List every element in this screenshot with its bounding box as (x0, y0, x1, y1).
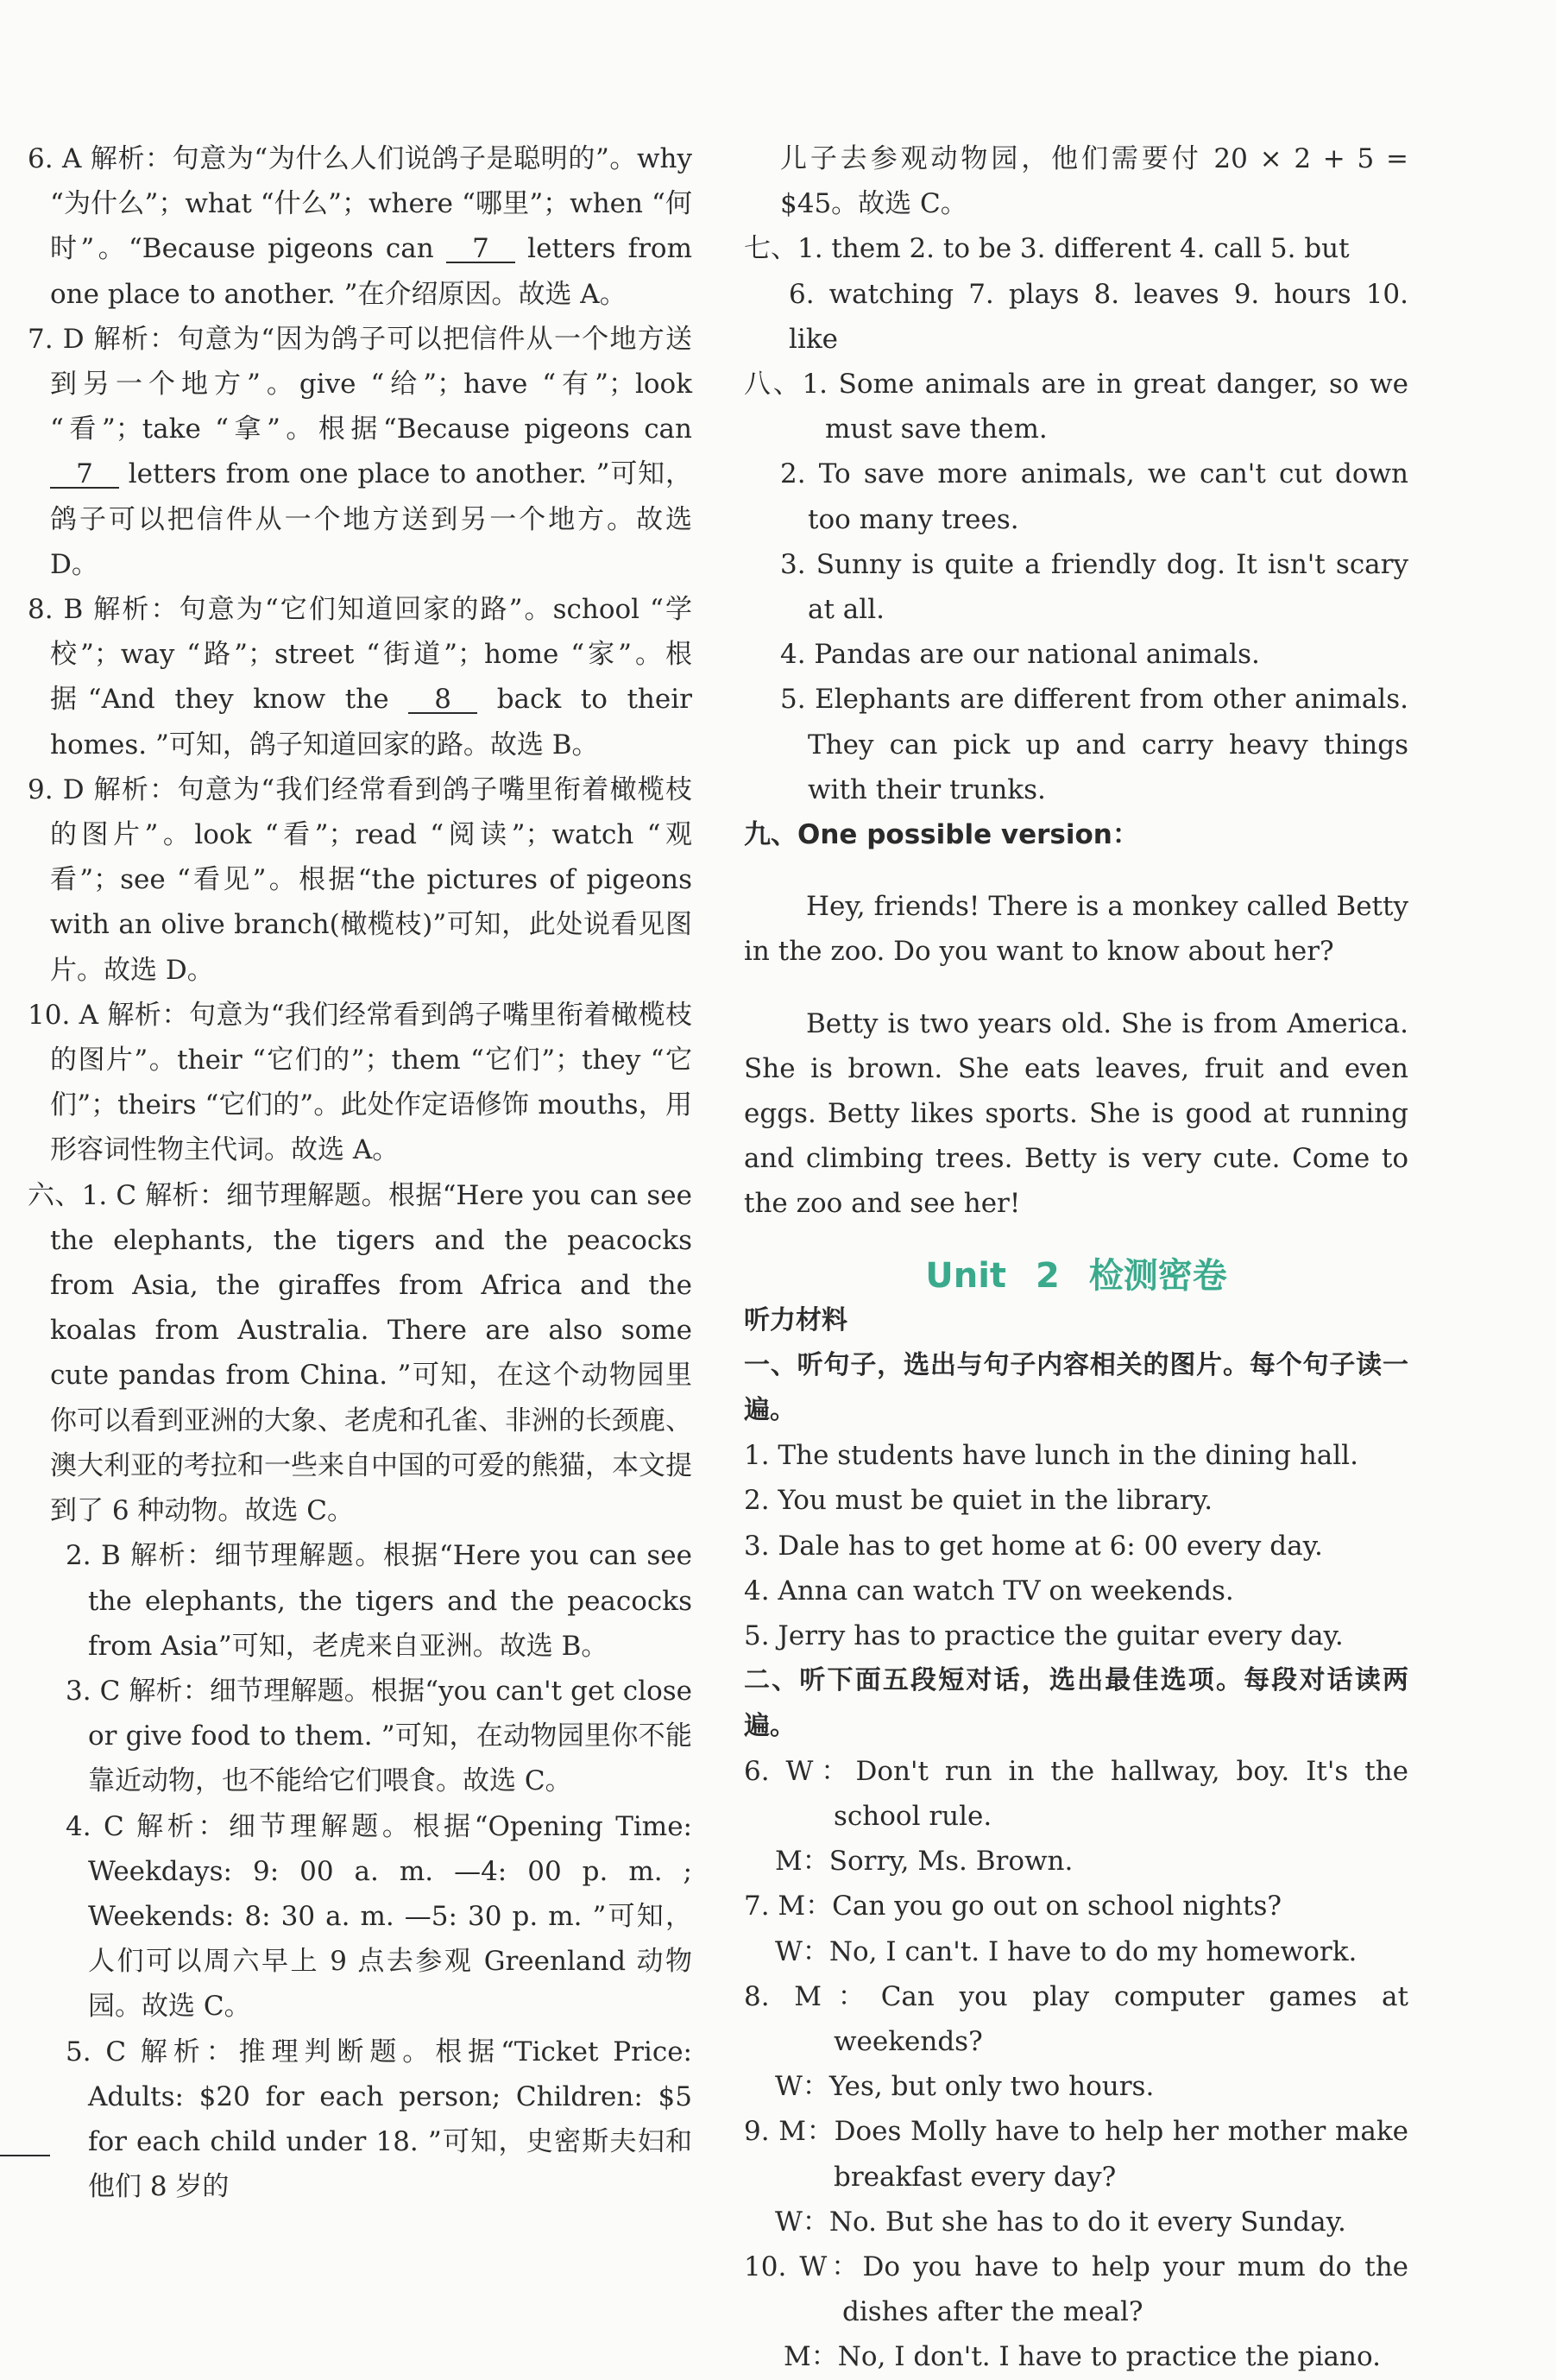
dialogue-9-line-2: W：No. But she has to do it every Sunday. (775, 2206, 1346, 2238)
section-8-item-3: 3. Sunny is quite a friendly dog. It isn't scary at all. (780, 548, 1408, 626)
section-7-line-1: 七、1. them 2. to be 3. different 4. call 5. but (744, 233, 1350, 265)
listening-sentence-3: 3. Dale has to get home at 6: 00 every day. (744, 1530, 1323, 1562)
essay-paragraph-1: Hey, friends! There is a monkey called Betty in the zoo. Do you want to know about her? (744, 891, 1408, 968)
section-6-answer-3: 3. C 解析：细节理解题。根据“you can't get close or give food to them. ”可知，在动物园里你不能靠近动物，也不能给它们喂食。故选 C。 (66, 1675, 692, 1797)
blank: 7 (446, 236, 515, 263)
left-column (28, 136, 692, 2209)
listening-part-2-heading: 二、听下面五段短对话，选出最佳选项。每段对话读两遍。 (744, 1665, 1408, 1741)
answer-6 (28, 136, 692, 317)
section-9-heading: 九、One possible version： (744, 819, 1139, 851)
answer-text: 7. D 解析：句意为“因为鸽子可以把信件从一个地方送到另一个地方”。give “给”；have “有”；look “看”；take “拿”。根据“Because pigeons can (28, 323, 692, 445)
dialogue-8-line-2: W：Yes, but only two hours. (775, 2071, 1155, 2103)
right-column (744, 136, 1408, 2380)
dialogue-6-line-2: M：Sorry, Ms. Brown. (775, 1846, 1074, 1878)
answer-10: 10. A 解析：句意为“我们经常看到鸽子嘴里衔着橄榄枝的图片”。their “它们的”；them “它们”；they “它们”；theirs “它们的”。此处作定语修饰 mouths，用形容词性物主代词。故选 A。 (28, 999, 692, 1166)
footer-rule (0, 2155, 50, 2156)
answer-7 (28, 317, 692, 587)
answer-9: 9. D 解析：句意为“我们经常看到鸽子嘴里衔着橄榄枝的图片”。look “看”；read “阅读”；watch “观看”；see “看见”。根据“the pictures of pigeons with an olive branch(橄榄枝)”可知，此处说看见图片。故选 D。 (28, 773, 692, 986)
section-8-item-5: 5. Elephants are different from other animals. They can pick up and carry heavy things with their trunks. (780, 684, 1408, 805)
answer-text: 8. B 解析：句意为“它们知道回家的路”。school “学校”；way “路”；street “街道”；home “家”。根据“And they know the (28, 594, 692, 716)
listening-part-1-heading: 一、听句子，选出与句子内容相关的图片。每个句子读一遍。 (744, 1349, 1408, 1426)
section-6-answer-4: 4. C 解析：细节理解题。根据“Opening Time: Weekdays: 9: 00 a. m. —4: 00 p. m. ; Weekends: 8: 30 a. m. —5: 30 p. m. ”可知，人们可以周六早上 9 点去参观 Greenland 动物园。故选 C。 (66, 1810, 692, 2023)
listening-sentence-2: 2. You must be quiet in the library. (744, 1485, 1213, 1517)
answer-tail: letters from one place to another. ”在介绍原因。故选 A。 (50, 233, 692, 310)
dialogue-6-line-1: 6. W：Don't run in the hallway, boy. It's the school rule. (744, 1755, 1408, 1832)
section-6-answer-2: 2. B 解析：细节理解题。根据“Here you can see the elephants, the tigers and the peacocks from Asia”可知，老虎来自亚洲。故选 B。 (66, 1540, 692, 1662)
unit-title: Unit 2 检测密卷 (925, 1255, 1227, 1296)
listening-sentence-5: 5. Jerry has to practice the guitar every day. (744, 1620, 1344, 1652)
answer-5-continued: 儿子去参观动物园，他们需要付 20 × 2 + 5 = $45。故选 C。 (780, 143, 1408, 220)
section-8-item-4: 4. Pandas are our national animals. (780, 639, 1260, 671)
dialogue-8-line-1: 8. M：Can you play computer games at weekends? (744, 1980, 1408, 2057)
section-6-answer-5: 5. C 解析：推理判断题。根据“Ticket Price: Adults: $20 for each person; Children: $5 for each child under 18. ”可知，史密斯夫妇和他们 8 岁的 (66, 2036, 692, 2203)
dialogue-10-line-1: 10. W：Do you have to help your mum do the dishes after the meal? (744, 2251, 1408, 2328)
answer-text: 6. A 解析：句意为“为什么人们说鸽子是聪明的”。why “为什么”；what “什么”；where “哪里”；when “何时”。“Because pigeons can (28, 143, 692, 265)
answer-tail: back to their homes. ”可知，鸽子知道回家的路。故选 B。 (50, 684, 692, 761)
dialogue-9-line-1: 9. M：Does Molly have to help her mother make breakfast every day? (744, 2116, 1408, 2193)
essay-paragraph-2: Betty is two years old. She is from America. She is brown. She eats leaves, fruit and even eggs. Betty likes sports. She is good at running and climbing trees. Betty is very cute. Come to the zoo and see her! (744, 1007, 1408, 1220)
listening-sentence-4: 4. Anna can watch TV on weekends. (744, 1575, 1234, 1607)
listening-sentence-1: 1. The students have lunch in the dining hall. (744, 1440, 1358, 1472)
section-6-answer-1: 六、1. C 解析：细节理解题。根据“Here you can see the elephants, the tigers and the peacocks from Asia, the giraffes from Africa and the koalas from Australia. There are also some cute pandas from China. ”可知，在这个动物园里你可以看到亚洲的大象、老虎和孔雀、非洲的长颈鹿、澳大利亚的考拉和一些来自中国的可爱的熊猫，本文提到了 6 种动物。故选 C。 (28, 1179, 692, 1527)
answer-8 (28, 587, 692, 767)
section-8-item-2: 2. To save more animals, we can't cut down too many trees. (780, 458, 1408, 535)
blank: 8 (408, 686, 477, 714)
dialogue-7-line-2: W：No, I can't. I have to do my homework. (775, 1935, 1358, 1967)
dialogue-10-line-2: M：No, I don't. I have to practice the piano. (784, 2341, 1381, 2373)
answer-tail: letters from one place to another. ”可知，鸽子可以把信件从一个地方送到另一个地方。故选 D。 (50, 458, 692, 580)
section-7-line-2: 6. watching 7. plays 8. leaves 9. hours 10. like (789, 278, 1408, 355)
listening-heading: 听力材料 (744, 1304, 847, 1335)
dialogue-7-line-1: 7. M：Can you go out on school nights? (744, 1891, 1282, 1922)
blank: 7 (50, 461, 119, 489)
section-8-item-1: 八、1. Some animals are in great danger, so we must save them. (744, 369, 1408, 445)
